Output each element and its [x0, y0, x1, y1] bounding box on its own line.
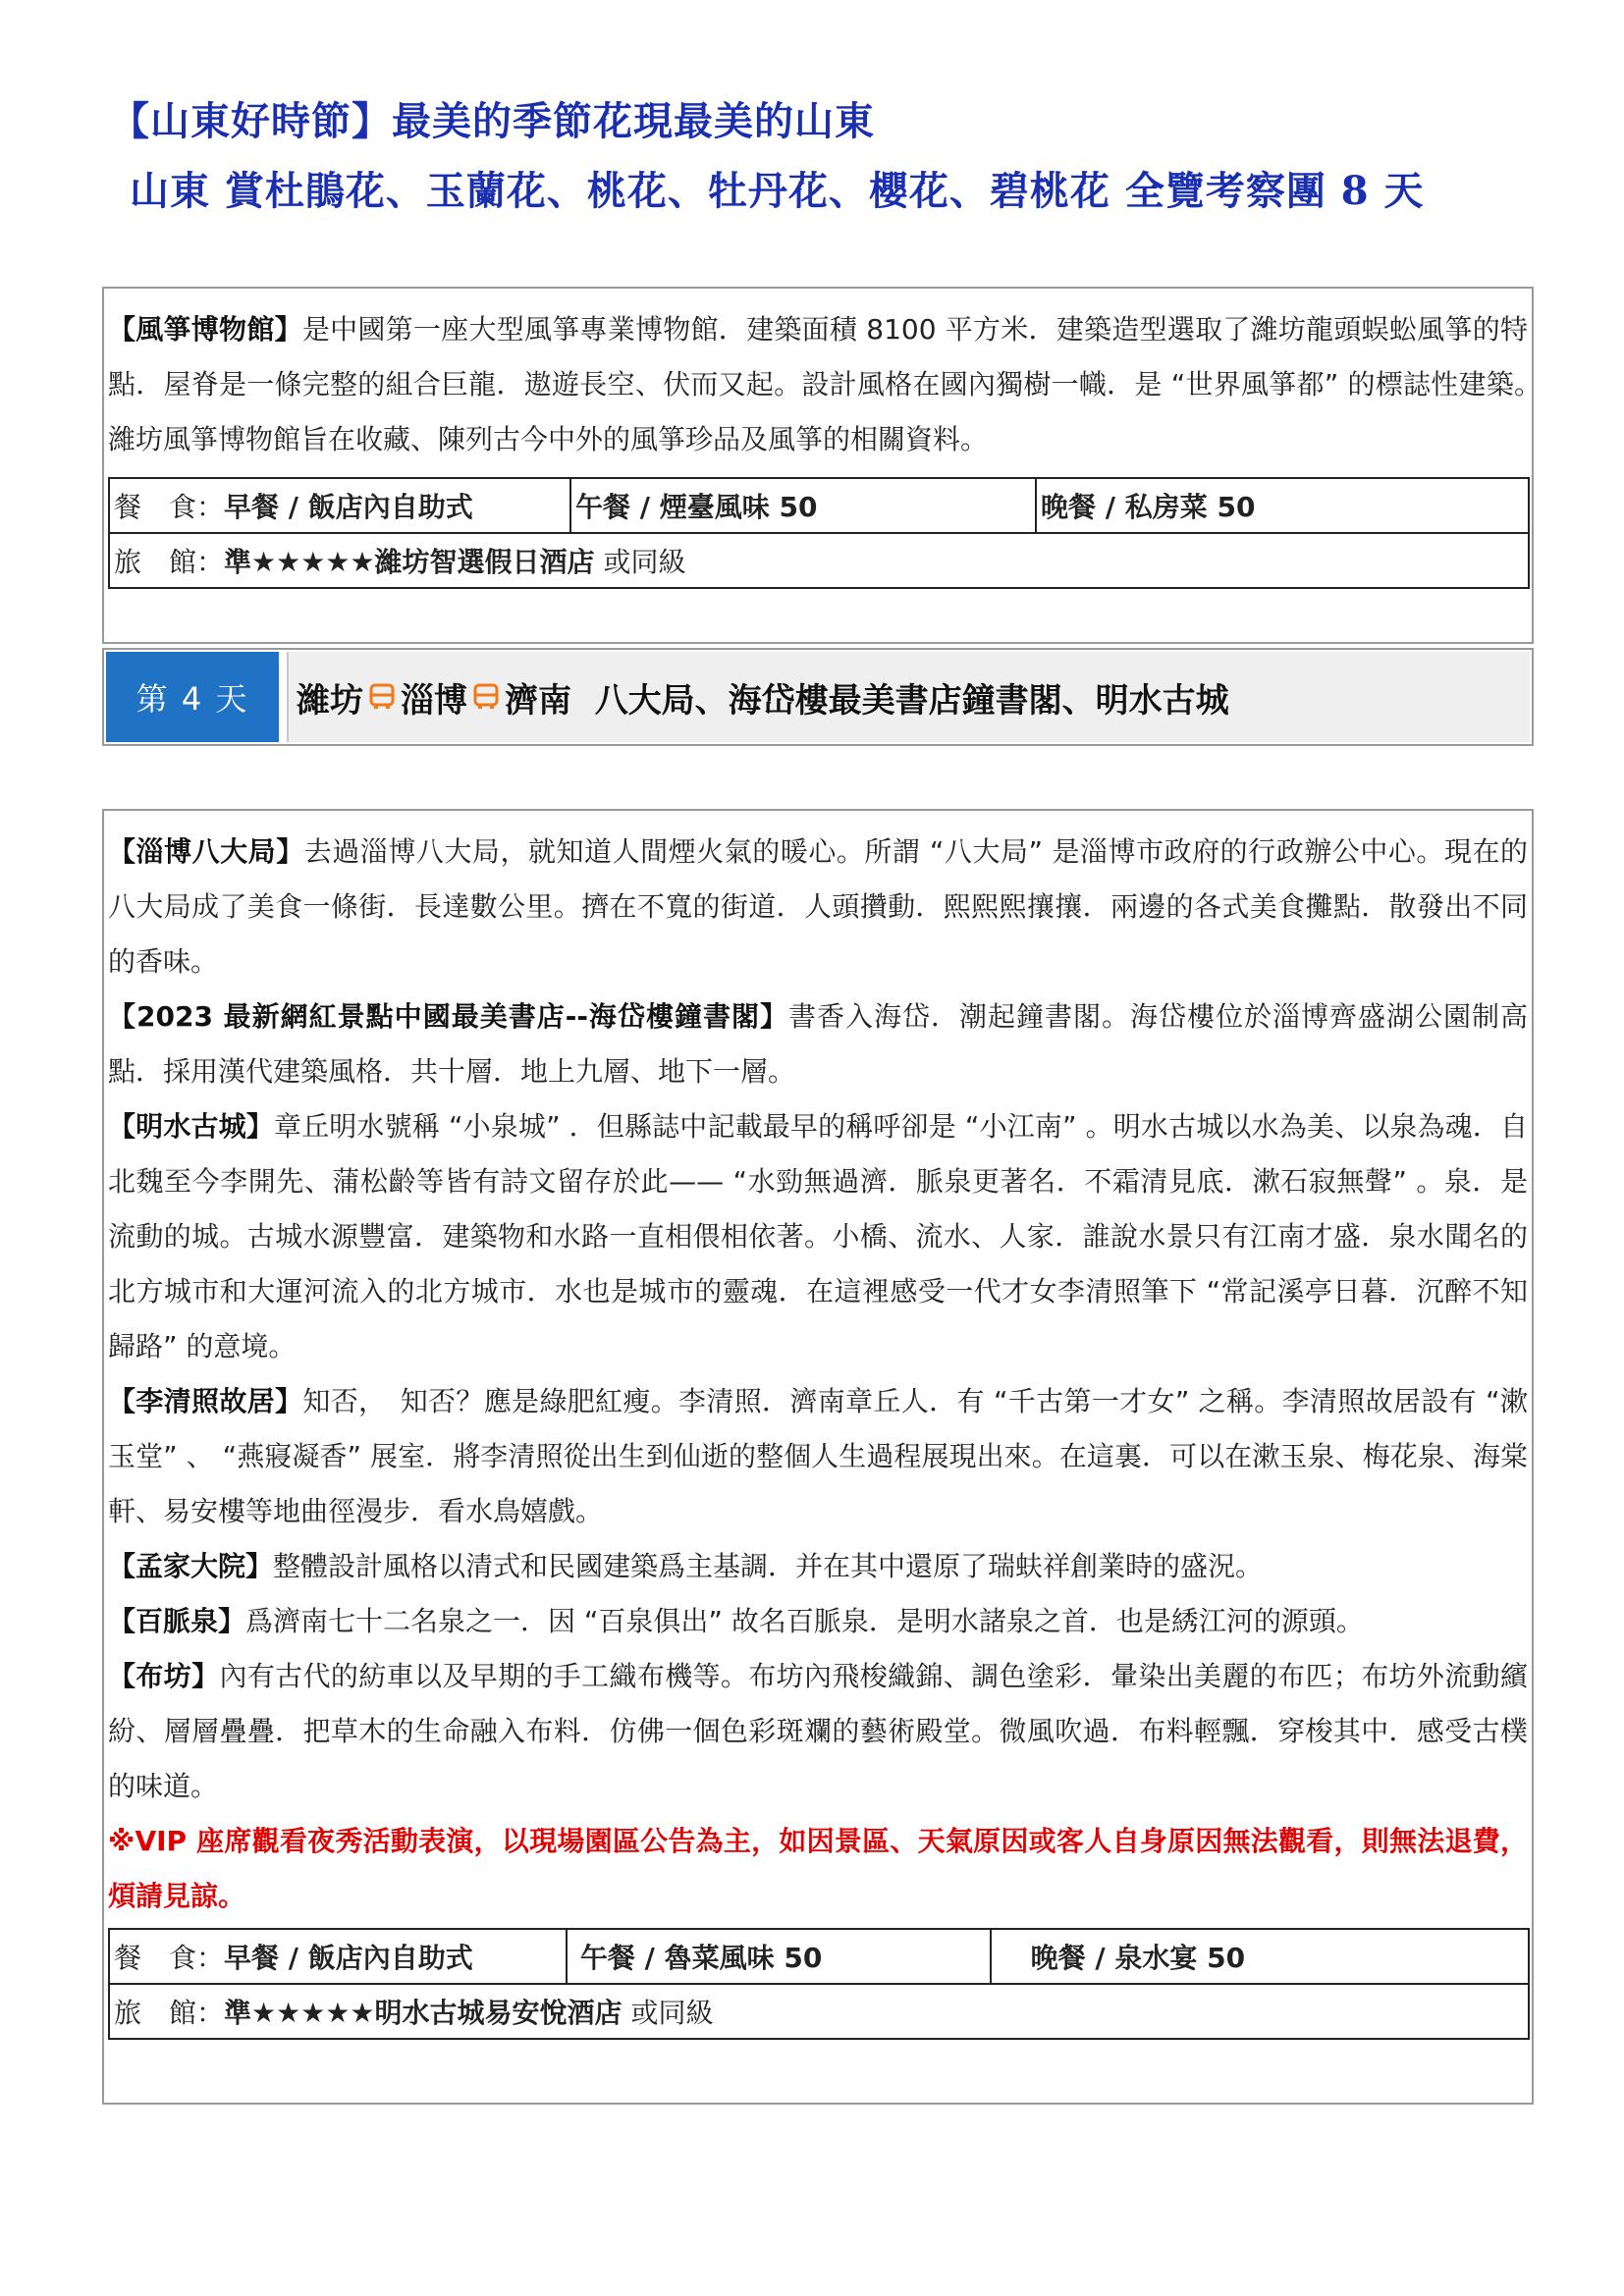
meal-lunch: 午餐 / 煙臺風味 50: [575, 491, 818, 523]
meal-lunch-cell: [570, 478, 1036, 533]
meal-breakfast: 早餐 / 飯店內自助式: [224, 1942, 473, 1974]
bufang-text: 內有古代的紡車以及早期的手工織布機等。布坊內飛梭織錦、調色塗彩．暈染出美麗的布匹；布坊外流動繽紛、層層疊疊．把草木的生命融入布料．仿佛一個色彩斑斕的藝術殿堂。微風吹過．布料輕飄．穿梭其中．感受古樸的味道。: [108, 1660, 1528, 1802]
meals-hotel-table-1: [108, 477, 1530, 589]
vip-notice: ※VIP 座席觀看夜秀活動表演，以現場園區公告為主，如因景區、天氣原因或客人自身原因無法觀看，則無法退費，煩請見諒。: [108, 1825, 1528, 1912]
kite-museum-paragraph: [108, 302, 1556, 467]
meals-hotel-table-2: [108, 1928, 1530, 2040]
meal-lunch-cell: [567, 1929, 991, 1984]
day-4-detail-section: [102, 809, 1534, 2105]
zibo-text: 去過淄博八大局，就知道人間煙火氣的暖心。所謂 “八大局” 是淄博市政府的行政辦公中心。現在的八大局成了美食一條街．長達數公里。擠在不寬的街道．人頭攢動．熙熙熙攘攘．兩邊的各式美食攤點．散發出不同的香味。: [108, 835, 1528, 978]
bus-icon: [367, 682, 397, 712]
meal-label: 餐 食：: [114, 1942, 225, 1974]
day-label: 第 4 天: [106, 652, 279, 742]
hotel-row: [109, 1984, 1529, 2039]
hotel-name: 準★★★★★濰坊智選假日酒店: [224, 546, 595, 578]
baimai-title: 【百脈泉】: [108, 1605, 246, 1637]
mingshui-paragraph: [108, 1099, 1528, 1374]
mingshui-text: 章丘明水號稱 “小泉城” ．但縣誌中記載最早的稱呼卻是 “小江南” 。明水古城以水為美、以泉為魂．自北魏至今李開先、蒲松齡等皆有詩文留存於此—— “水勁無過濟．脈泉更著名．不霜清見底．漱石寂無聲” 。泉．是流動的城。古城水源豐富．建築物和水路一直相偎相依著。小橋、流水、人家．誰說水景只有江南才盛．泉水聞名的北方城市和大運河流入的北方城市．水也是城市的靈魂．在這裡感受一代才女李清照筆下 “常記溪亭日暮．沉醉不知歸路” 的意境。: [108, 1110, 1528, 1362]
mengjia-title: 【孟家大院】: [108, 1550, 274, 1582]
meal-breakfast: 早餐 / 飯店內自助式: [224, 491, 473, 523]
zibo-title: 【淄博八大局】: [108, 835, 304, 868]
meals-row: [109, 478, 1529, 533]
meal-breakfast-cell: [109, 1929, 567, 1984]
bookstore-paragraph: [108, 989, 1528, 1099]
mengjia-paragraph: [108, 1539, 1528, 1594]
bufang-title: 【布坊】: [108, 1660, 220, 1692]
hotel-row: [109, 533, 1529, 588]
meal-dinner-cell: [991, 1929, 1529, 1984]
hotel-name: 準★★★★★明水古城易安悅酒店: [224, 1997, 623, 2029]
baimai-text: 爲濟南七十二名泉之一．因 “百泉俱出” 故名百脈泉．是明水諸泉之首．也是綉江河的源頭。: [245, 1605, 1364, 1637]
bookstore-text: 書香入海岱．潮起鐘書閣。海岱樓位於淄博齊盛湖公園制高點．採用漢代建築風格．共十層．地上九層、地下一層。: [108, 1000, 1528, 1088]
baimai-paragraph: [108, 1594, 1528, 1649]
bufang-paragraph: [108, 1649, 1528, 1814]
meals-row: [109, 1929, 1529, 1984]
mingshui-title: 【明水古城】: [108, 1110, 274, 1143]
meal-lunch: 午餐 / 魯菜風味 50: [579, 1942, 823, 1974]
mengjia-text: 整體設計風格以清式和民國建築爲主基調．并在其中還原了瑞蚨祥創業時的盛況。: [273, 1550, 1264, 1582]
kite-museum-text: 是中國第一座大型風箏專業博物館．建築面積 8100 平方米．建築造型選取了濰坊龍頭蜈蚣風箏的特點．屋脊是一條完整的組合巨龍．遨遊長空、伏而又起。設計風格在國內獨樹一幟．是 “世界風箏都” 的標誌性建築。 濰坊風箏博物館旨在收藏、陳列古今中外的風箏珍品及風箏的相關資料。: [108, 313, 1556, 455]
route-city-1: 濰坊: [297, 680, 363, 721]
hotel-label: 旅 館：: [114, 1997, 225, 2029]
zibo-paragraph: [108, 825, 1528, 989]
hotel-suffix: 或同級: [603, 546, 686, 578]
hotel-cell: [109, 1984, 1529, 2039]
hotel-cell: [109, 533, 1529, 588]
route-rest: 八大局、海岱樓最美書店鐘書閣、明水古城: [594, 680, 1229, 721]
kite-museum-title: 【風箏博物館】: [108, 313, 302, 346]
meal-dinner: 晚餐 / 泉水宴 50: [1030, 1942, 1246, 1974]
hotel-label: 旅 館：: [114, 546, 225, 578]
liqingzhao-text: 知否， 知否？應是綠肥紅瘦。李清照．濟南章丘人．有 “千古第一才女” 之稱。李清照故居設有 “漱玉堂” 、 “燕寢凝香” 展室．將李清照從出生到仙逝的整個人生過程展現出來。在這裏．可以在漱玉泉、梅花泉、海棠軒、易安樓等地曲徑漫步．看水鳥嬉戲。: [108, 1385, 1528, 1527]
day-route: [287, 652, 1530, 742]
liqingzhao-paragraph: [108, 1374, 1528, 1539]
page-title-line-1: 【山東好時節】最美的季節花現最美的山東: [110, 98, 875, 144]
meal-dinner-cell: [1036, 478, 1529, 533]
meal-breakfast-cell: [109, 478, 570, 533]
bus-icon: [471, 682, 501, 712]
route-city-2: 淄博: [401, 680, 467, 721]
bookstore-title: 【2023 最新網紅景點中國最美書店--海岱樓鐘書閣】: [108, 1000, 788, 1033]
hotel-suffix: 或同級: [630, 1997, 714, 2029]
meal-dinner: 晚餐 / 私房菜 50: [1041, 491, 1256, 523]
meal-label: 餐 食：: [114, 491, 225, 523]
route-city-3: 濟南: [505, 680, 571, 721]
day-4-header: [102, 648, 1534, 746]
liqingzhao-title: 【李清照故居】: [108, 1385, 303, 1417]
kite-museum-section: [102, 287, 1556, 644]
page-title-line-2: 山東 賞杜鵑花、玉蘭花、桃花、牡丹花、櫻花、碧桃花 全覽考察團 8 天: [130, 168, 1425, 214]
